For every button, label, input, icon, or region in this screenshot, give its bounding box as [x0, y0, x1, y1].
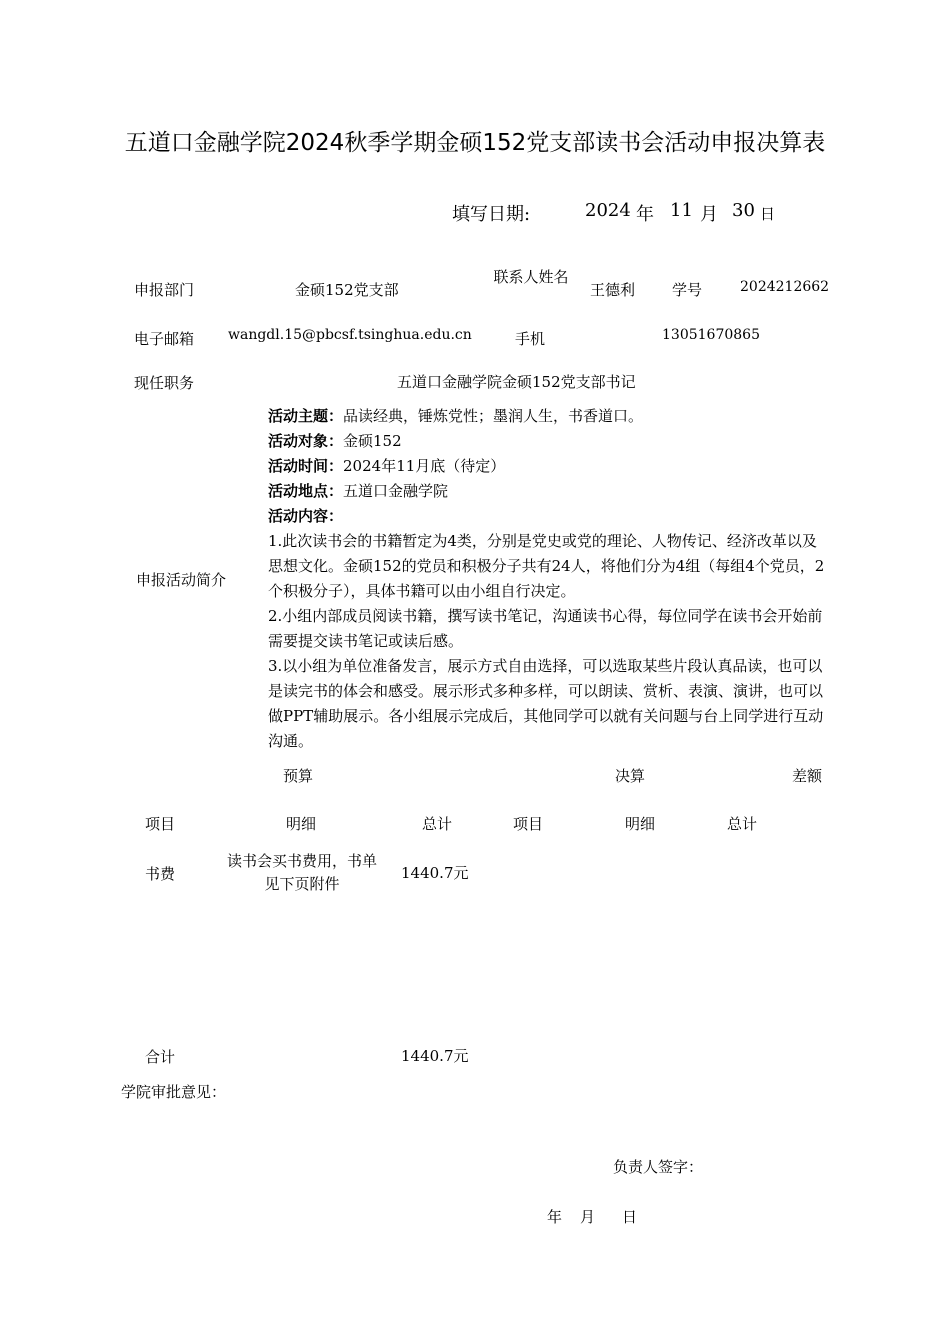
row-total: 1440.7元 [401, 864, 469, 882]
student-id-label: 学号 [672, 281, 703, 299]
target-label: 活动对象： [268, 432, 344, 450]
page-title: 五道口金融学院2024秋季学期金硕152党支部读书会活动申报决算表 [124, 130, 826, 156]
col-total: 总计 [422, 815, 453, 833]
fill-date-year: 2024 [585, 200, 631, 221]
fill-date-day: 30 [732, 200, 755, 221]
time-label: 活动时间： [268, 457, 344, 475]
fill-date-month-unit: 月 [700, 204, 718, 225]
target-value: 金硕152 [343, 432, 402, 450]
phone-label: 手机 [515, 330, 546, 348]
place-line [268, 479, 828, 504]
sign-label: 负责人签字： [613, 1158, 704, 1176]
student-id-value: 2024212662 [740, 279, 830, 295]
content-line [268, 504, 828, 529]
approval-date-month: 月 [580, 1208, 596, 1226]
time-line [268, 454, 828, 479]
approval-date-year: 年 [547, 1208, 563, 1226]
fill-date-label: 填写日期: [452, 204, 531, 225]
col-item: 项目 [145, 815, 176, 833]
intro-content [268, 404, 828, 754]
budget-header: 预算 [283, 767, 314, 785]
phone-value: 13051670865 [662, 327, 760, 343]
diff-header: 差额 [792, 767, 823, 785]
content-label: 活动内容： [268, 507, 344, 525]
col-item-final: 项目 [513, 815, 544, 833]
email-label: 电子邮箱 [134, 330, 195, 348]
place-value: 五道口金融学院 [343, 482, 449, 500]
final-header: 决算 [615, 767, 646, 785]
sum-value: 1440.7元 [401, 1047, 469, 1065]
col-detail: 明细 [286, 815, 317, 833]
approval-date-day: 日 [622, 1208, 638, 1226]
fill-date-day-unit: 日 [760, 205, 776, 223]
time-value: 2024年11月底（待定） [343, 457, 506, 475]
dept-value: 金硕152党支部 [295, 281, 399, 299]
approval-label: 学院审批意见： [121, 1083, 227, 1101]
position-value: 五道口金融学院金硕152党支部书记 [397, 373, 636, 391]
dept-label: 申报部门 [134, 281, 195, 299]
fill-date-month: 11 [670, 200, 693, 221]
fill-date-year-unit: 年 [636, 204, 654, 225]
col-detail-final: 明细 [625, 815, 656, 833]
contact-value: 王德利 [590, 281, 636, 299]
position-label: 现任职务 [134, 374, 195, 392]
theme-label: 活动主题： [268, 407, 344, 425]
col-total-final: 总计 [727, 815, 758, 833]
contact-label: 联系人姓名 [493, 268, 569, 286]
email-value: wangdl.15@pbcsf.tsinghua.edu.cn [228, 327, 472, 343]
content-item: 1.此次读书会的书籍暂定为4类，分别是党史或党的理论、人物传记、经济改革以及思想文化。金硕152的党员和积极分子共有24人，将他们分为4组（每组4个党员，2个积极分子），具体书籍可以由小组自行决定。 [268, 532, 825, 600]
place-label: 活动地点： [268, 482, 344, 500]
intro-label: 申报活动简介 [136, 571, 227, 589]
theme-value: 品读经典，锤炼党性；墨润人生，书香道口。 [343, 407, 644, 425]
content-item: 3.以小组为单位准备发言，展示方式自由选择，可以选取某些片段认真品读，也可以是读完书的体会和感受。展示形式多种多样，可以朗读、赏析、表演、演讲，也可以做PPT辅助展示。各小组展示完成后，其他同学可以就有关问题与台上同学进行互动沟通。 [268, 657, 824, 750]
target-line [268, 429, 828, 454]
sum-label: 合计 [145, 1048, 176, 1066]
row-detail: 读书会买书费用，书单见下页附件 [226, 852, 377, 893]
content-item: 2.小组内部成员阅读书籍，撰写读书笔记，沟通读书心得，每位同学在读书会开始前需要提交读书笔记或读后感。 [268, 607, 823, 650]
row-item: 书费 [145, 865, 176, 883]
theme-line [268, 404, 828, 429]
